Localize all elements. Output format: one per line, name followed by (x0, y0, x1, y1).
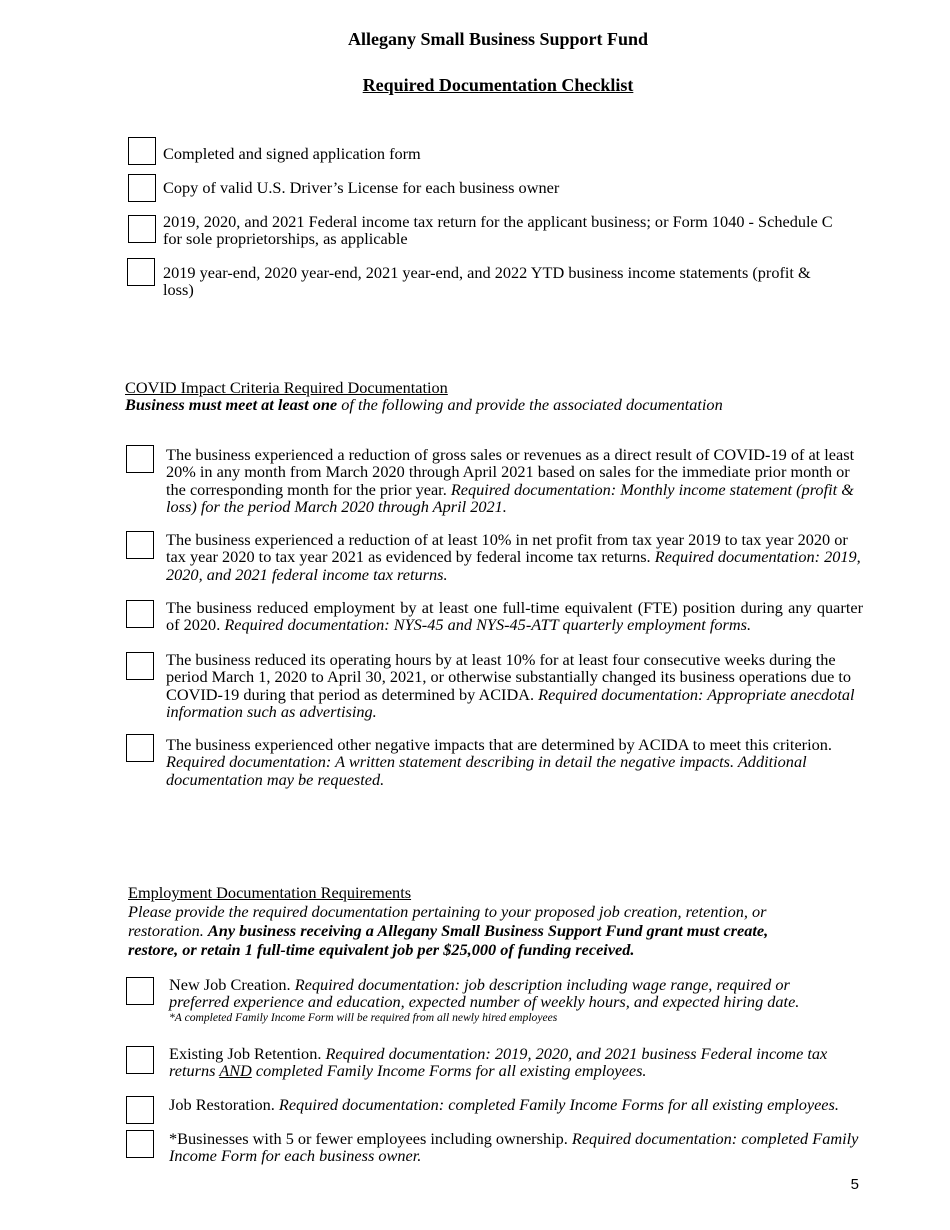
checkbox-drivers-license[interactable] (128, 174, 156, 202)
employment-item-small-business (169, 1130, 869, 1165)
employment-section-heading: Employment Documentation Requirements (128, 883, 412, 902)
checklist-item-text: Completed and signed application form (163, 144, 421, 163)
checkbox-covid-operating-hours[interactable] (126, 652, 154, 680)
employment-item-doc: Required documentation: job description including wage range, required or preferred experience and education, expected number of weekly hours, and expected hiring date. (169, 975, 800, 1012)
covid-item-text: The business reduced employment by at least one full-time equivalent (FTE) position during any quarter of 2020. (166, 598, 863, 635)
checkbox-tax-returns[interactable] (128, 215, 156, 243)
employment-item-new-job-creation (169, 976, 849, 1024)
employment-item-job-retention (169, 1045, 869, 1080)
covid-item-sales-reduction (166, 446, 863, 516)
covid-item-other-impacts (166, 736, 846, 788)
checklist-item-text: 2019, 2020, and 2021 Federal income tax return for the applicant business; or Form 1040 - Schedule C for sole proprietorships, as applicable (163, 212, 833, 249)
covid-item-text: The business experienced other negative impacts that are determined by ACIDA to meet this criterion. (166, 735, 832, 754)
checkbox-existing-job-retention[interactable] (126, 1046, 154, 1074)
employment-item-job-restoration (169, 1096, 889, 1113)
checkbox-covid-sales-reduction[interactable] (126, 445, 154, 473)
checkbox-new-job-creation[interactable] (126, 977, 154, 1005)
checklist-item-text: Copy of valid U.S. Driver’s License for each business owner (163, 178, 560, 197)
employment-item-doc: Required documentation: 2019, 2020, and 2021 business Federal income tax returns (169, 1044, 828, 1081)
employment-item-doc-rest: completed Family Income Forms for all existing employees. (251, 1061, 647, 1081)
employment-section-intro (128, 902, 818, 959)
covid-item-employment (166, 599, 863, 634)
checkbox-covid-other-impacts[interactable] (126, 734, 154, 762)
employment-item-text: Existing Job Retention. (169, 1044, 326, 1063)
covid-item-operating-hours (166, 651, 863, 721)
covid-item-text: The business reduced its operating hours by at least 10% for at least four consecutive weeks during the period March 1, 2020 to April 30, 2021, or otherwise substantially changed its business operations due to COVID-19 during that period as determined by ACIDA. (166, 650, 852, 704)
covid-intro-rest: of the following and provide the associated documentation (337, 395, 723, 414)
employment-intro-bold: Any business receiving a Allegany Small Business Support Fund grant must create, restore, or retain 1 full-time equivalent job per $25,000 of funding received. (128, 921, 769, 959)
covid-section-heading: COVID Impact Criteria Required Documentation (125, 378, 448, 397)
checkbox-covid-net-profit[interactable] (126, 531, 154, 559)
covid-item-doc: Required documentation: A written statement describing in detail the negative impacts. Additional documentation may be requested. (166, 752, 807, 789)
checkbox-covid-employment[interactable] (126, 600, 154, 628)
checkbox-job-restoration[interactable] (126, 1096, 154, 1124)
employment-item-text: New Job Creation. (169, 975, 295, 994)
checkbox-small-business[interactable] (126, 1130, 154, 1158)
checkbox-application-form[interactable] (128, 137, 156, 165)
checklist-item-text: 2019 year-end, 2020 year-end, 2021 year-end, and 2022 YTD business income statements (profit & loss) (163, 263, 811, 300)
family-income-note: *A completed Family Income Form will be required from all newly hired employees (169, 1010, 558, 1024)
covid-item-doc: Required documentation: Monthly income statement (profit & loss) for the period March 2020 through April 2021. (166, 479, 854, 517)
covid-item-text: The business experienced a reduction of at least 10% in net profit from tax year 2019 to tax year 2020 or tax year 2020 to tax year 2021 as evidenced by federal income tax returns. (166, 530, 848, 567)
covid-intro-emphasis: Business must meet at least one (125, 395, 338, 414)
employment-intro-italic: Please provide the required documentation pertaining to your proposed job creation, retention, or restoration. (128, 902, 767, 940)
covid-item-doc: Required documentation: 2019, 2020, and 2021 federal income tax returns. (166, 547, 861, 584)
checkbox-income-statements[interactable] (127, 258, 155, 286)
covid-item-net-profit (166, 531, 863, 583)
covid-item-doc: Required documentation: NYS-45 and NYS-45-ATT quarterly employment forms. (224, 615, 752, 635)
covid-item-text: The business experienced a reduction of gross sales or revenues as a direct result of COVID-19 of at least 20% in any month from March 2020 through April 2021 based on sales for the immediate prior month or the corresponding month for the prior year. (166, 445, 855, 499)
employment-item-text: Job Restoration. (169, 1095, 279, 1114)
page-number: 5 (850, 1176, 859, 1193)
and-emphasis: AND (219, 1061, 252, 1081)
employment-item-doc: Required documentation: completed Family Income Form for each business owner. (169, 1129, 859, 1166)
employment-item-text: *Businesses with 5 or fewer employees including ownership. (169, 1129, 572, 1148)
document-title: Allegany Small Business Support Fund (347, 29, 649, 49)
covid-section-intro (125, 396, 845, 413)
covid-item-doc: Required documentation: Appropriate anecdotal information such as advertising. (166, 684, 855, 722)
checklist-heading: Required Documentation Checklist (362, 75, 634, 95)
employment-item-doc: Required documentation: completed Family Income Forms for all existing employees. (278, 1095, 839, 1114)
